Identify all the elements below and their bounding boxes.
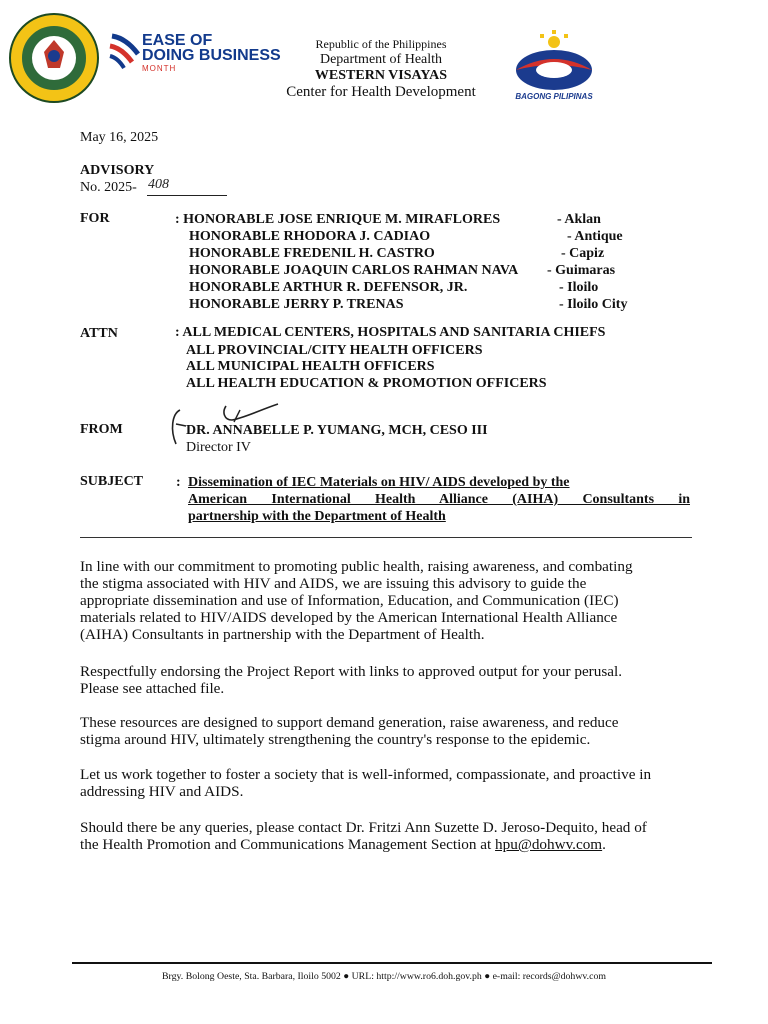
advisory-number-label: No. 2025- — [80, 180, 137, 195]
subject-line: American International Health Alliance (AIHA) Consultants in — [188, 492, 690, 507]
body-line: appropriate dissemination and use of Information, Education, and Communication (IEC) — [80, 592, 619, 609]
recipient-location: - Iloilo — [559, 280, 599, 295]
advisory-title: ADVISORY — [80, 163, 155, 178]
body-line: Should there be any queries, please contact Dr. Fritzi Ann Suzette D. Jeroso-Dequito, head of — [80, 819, 647, 836]
footer-divider — [72, 962, 712, 964]
from-position: Director IV — [186, 440, 251, 455]
attn-line: ALL MUNICIPAL HEALTH OFFICERS — [186, 359, 435, 374]
agency-heading — [270, 38, 492, 101]
recipient-name: HONORABLE ARTHUR R. DEFENSOR, JR. — [189, 280, 468, 295]
recipient-name: HONORABLE FREDENIL H. CASTRO — [189, 246, 435, 261]
sentence-period: . — [602, 836, 606, 853]
attn-label: ATTN — [80, 326, 118, 341]
doh-seal-logo — [8, 12, 100, 104]
body-line: These resources are designed to support demand generation, raise awareness, and reduce — [80, 714, 619, 731]
recipient-location: - Guimaras — [547, 263, 616, 278]
bagong-pilipinas-logo — [500, 30, 608, 112]
body-line — [80, 836, 698, 853]
eodb-line1: EASE OF — [142, 32, 213, 49]
recipient-location: - Antique — [567, 229, 623, 244]
for-label: FOR — [80, 211, 110, 226]
body-line: materials related to HIV/AIDS developed by the American International Health Alliance — [80, 609, 618, 626]
body-paragraph-5 — [80, 819, 698, 853]
department-label: Department of Health — [319, 51, 443, 67]
attn-line: : ALL MEDICAL CENTERS, HOSPITALS AND SANITARIA CHIEFS — [175, 325, 606, 340]
advisory-date: May 16, 2025 — [80, 130, 159, 145]
body-paragraph-3 — [80, 714, 698, 748]
eodb-line3: MONTH — [142, 64, 177, 73]
advisory-number-underline — [147, 195, 227, 196]
contact-email-link[interactable]: hpu@dohwv.com — [495, 836, 603, 853]
body-line: Please see attached file. — [80, 680, 225, 697]
recipient-name: HONORABLE RHODORA J. CADIAO — [189, 229, 431, 244]
recipient-name: HONORABLE JOAQUIN CARLOS RAHMAN NAVA — [189, 263, 519, 278]
subject-line: Dissemination of IEC Materials on HIV/ AIDS developed by the — [188, 475, 570, 490]
body-line: stigma around HIV, ultimately strengthening the country's response to the epidemic. — [80, 731, 591, 748]
recipient-name: : HONORABLE JOSE ENRIQUE M. MIRAFLORES — [175, 212, 501, 227]
recipient-name: HONORABLE JERRY P. TRENAS — [189, 297, 404, 312]
recipient-location: - Capiz — [561, 246, 605, 261]
republic-label: Republic of the Philippines — [315, 37, 447, 51]
body-line: In line with our commitment to promoting public health, raising awareness, and combating — [80, 558, 633, 575]
recipient-location: - Iloilo City — [559, 297, 628, 312]
body-line: Let us work together to foster a society that is well-informed, compassionate, and proactive in — [80, 766, 652, 783]
contact-text: the Health Promotion and Communications Management Section at — [80, 836, 492, 853]
attn-line: ALL HEALTH EDUCATION & PROMOTION OFFICERS — [186, 376, 547, 391]
section-divider — [80, 537, 692, 538]
eodb-line2: DOING BUSINESS — [142, 47, 281, 64]
from-label: FROM — [80, 422, 123, 437]
body-line: Respectfully endorsing the Project Report with links to approved output for your perusal. — [80, 663, 623, 680]
subject-line: partnership with the Department of Health — [188, 509, 446, 524]
recipient-location: - Aklan — [557, 212, 601, 227]
advisory-number-handwritten: 408 — [148, 177, 169, 192]
bagong-pilipinas-label: BAGONG PILIPINAS — [515, 92, 593, 101]
region-label: WESTERN VISAYAS — [314, 67, 448, 83]
body-paragraph-2 — [80, 663, 698, 697]
subject-label: SUBJECT — [80, 474, 144, 489]
footer-address: Brgy. Bolong Oeste, Sta. Barbara, Iloilo 5002 ● URL: http://www.ro6.doh.gov.ph ● e-mail: records@dohwv.com — [162, 971, 606, 982]
body-paragraph-1 — [80, 558, 698, 643]
subject-colon: : — [176, 475, 181, 490]
body-paragraph-4 — [80, 766, 698, 800]
body-line: the stigma associated with HIV and AIDS, we are issuing this advisory to guide the — [80, 575, 587, 592]
body-line: (AIHA) Consultants in partnership with the Department of Health. — [80, 626, 485, 643]
attn-line: ALL PROVINCIAL/CITY HEALTH OFFICERS — [186, 343, 483, 358]
center-label: Center for Health Development — [286, 83, 476, 100]
from-name: DR. ANNABELLE P. YUMANG, MCH, CESO III — [186, 423, 488, 438]
body-line: addressing HIV and AIDS. — [80, 783, 244, 800]
